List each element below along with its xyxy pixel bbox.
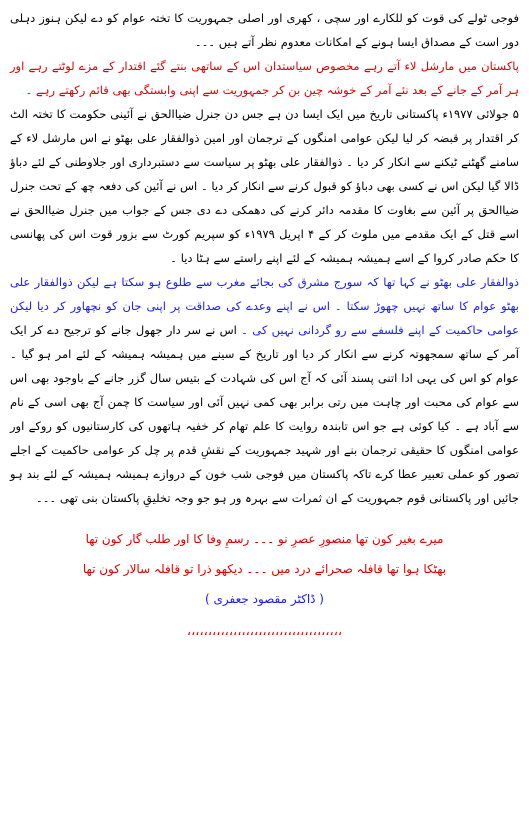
poem-block — [10, 524, 519, 614]
paragraph-intro: فوجی ٹولے کی قوت کو للکارے اور سچی ، کھری اور اصلی جمہوریت کا تختہ عوام کو دے لیکن ہنوز دہلی دور است کے مصداق ایسا ہونے کے امکانات معدوم نظر آتے ہیں ۔۔۔ — [10, 11, 519, 49]
decorative-divider: ،،،،،،،،،،،،،،،،،،،،،،،،،،،،،،،،،،،،، — [186, 624, 343, 639]
bhutto-quote: ذوالفقار علی بھٹو نے کہا تھا کہ سورج مشرق کی بجائے مغرب سے طلوع ہو سکتا ہے لیکن ذوالفقار علی بھٹو عوام کا ساتھ نہیں چھوڑ سکتا ۔ اس نے اپنے وعدے کی صداقت پر اپنی جان کو نچھاور کر دیا لیکن عوامی حاکمیت کے اپنے فلسفے سے رو گردانی نہیں کی ۔ — [10, 275, 519, 337]
bhutto-legacy: اس نے سر دار جھول جانے کو ترجیح دے کر ایک آمر کے ساتھ سمجھوتہ کرنے سے انکار کر دیا اور تاریخ کے سینے میں ہمیشہ ہمیشہ کے لئے امر ہو گیا ۔ عوام کو اس کی یہی ادا اتنی پسند آئی کہ آج اس کی شہادت کے بتیس سال گزر جانے کے باوجود بھی اس سے عوام کی محبت اور چاہت میں رتی برابر بھی کمی نہیں آئی اور سیاست کا چمن آج بھی اسی کے نام سے آباد ہے ۔ کیا کوئی ہے جو اس تابندہ روایت کا علم تھام کر خفیہ ہاتھوں کی کارستانیوں کو روکے اور عوامی امنگوں کا حقیقی ترجمان بنے اور شہید جمہوریت کے نقشِ قدم پر چل کر عوامی حاکمیت کے اجلے تصور کو عملی تعبیر عطا کرے تاکہ پاکستان میں فوجی شب خون کے دروازے ہمیشہ ہمیشہ کے لئے بند ہو جائیں اور پاکستانی قوم جمہوریت کے ان ثمرات سے بہرہ ور ہو جو وجہ تخلیقِ پاکستان بنی تھی ۔۔۔ — [10, 323, 519, 505]
paragraph-bhutto — [10, 270, 519, 510]
paragraph-martial-law: پاکستان میں مارشل لاء آتے رہے مخصوص سیاستدان اس کے ساتھی بنتے گئے اقتدار کے مزے لوٹتے رہے اور ہر آمر کے جانے کے بعد نئے آمر کے خوشہ چین بن کر جمہوریت سے اپنی وابستگی بھی قائم رکھتے رہے ۔ — [10, 59, 519, 97]
poem-line-2: بھٹکا ہوا تھا قافلہ صحرائے درد میں ۔۔۔ دیکھو ذرا تو قافلہ سالار کون تھا — [82, 562, 447, 576]
poem-author: ( ڈاکٹر مقصود جعفری ) — [205, 592, 324, 606]
paragraph-history: ۵ جولائی ۱۹۷۷ء پاکستانی تاریخ میں ایک ایسا دن ہے جس دن جنرل ضیاالحق نے آئینی حکومت کا تختہ الٹ کر اقتدار پر قبضہ کر لیا لیکن عوامی امنگوں کے ترجمان اور امین ذوالفقار علی بھٹو نے اس مارشل لاء کے سامنے گھٹنے ٹیکنے سے انکار کر دیا ۔ ذوالفقار علی بھٹو پر سیاست سے دستبرداری اور جلاوطنی کے لئے دباؤ ڈالا گیا لیکن اس نے کسی بھی دباؤ کو قبول کرنے سے انکار کر دیا ۔ اس نے آئین کی دفعہ چھ کے تحت جنرل ضیاالحق پر آئین سے بغاوت کا مقدمہ دائر کرنے کی دھمکی دے دی جس کے جواب میں جنرل ضیاالحق نے اسے قتل کے ایک مقدمے میں ملوث کر کے ۴ اپریل ۱۹۷۹ء کو سپریم کورٹ سے بزور قوت اس کی پھانسی کا حکم صادر کروا کے اسے ہمیشہ ہمیشہ کے لئے اپنے راستے سے ہٹا دیا ۔ — [10, 107, 519, 265]
poem-line-1: میرے بغیر کون تھا منصورِ عصرِ نو ۔۔۔ رسمِ وفا کا اور طلب گار کون تھا — [85, 532, 444, 546]
